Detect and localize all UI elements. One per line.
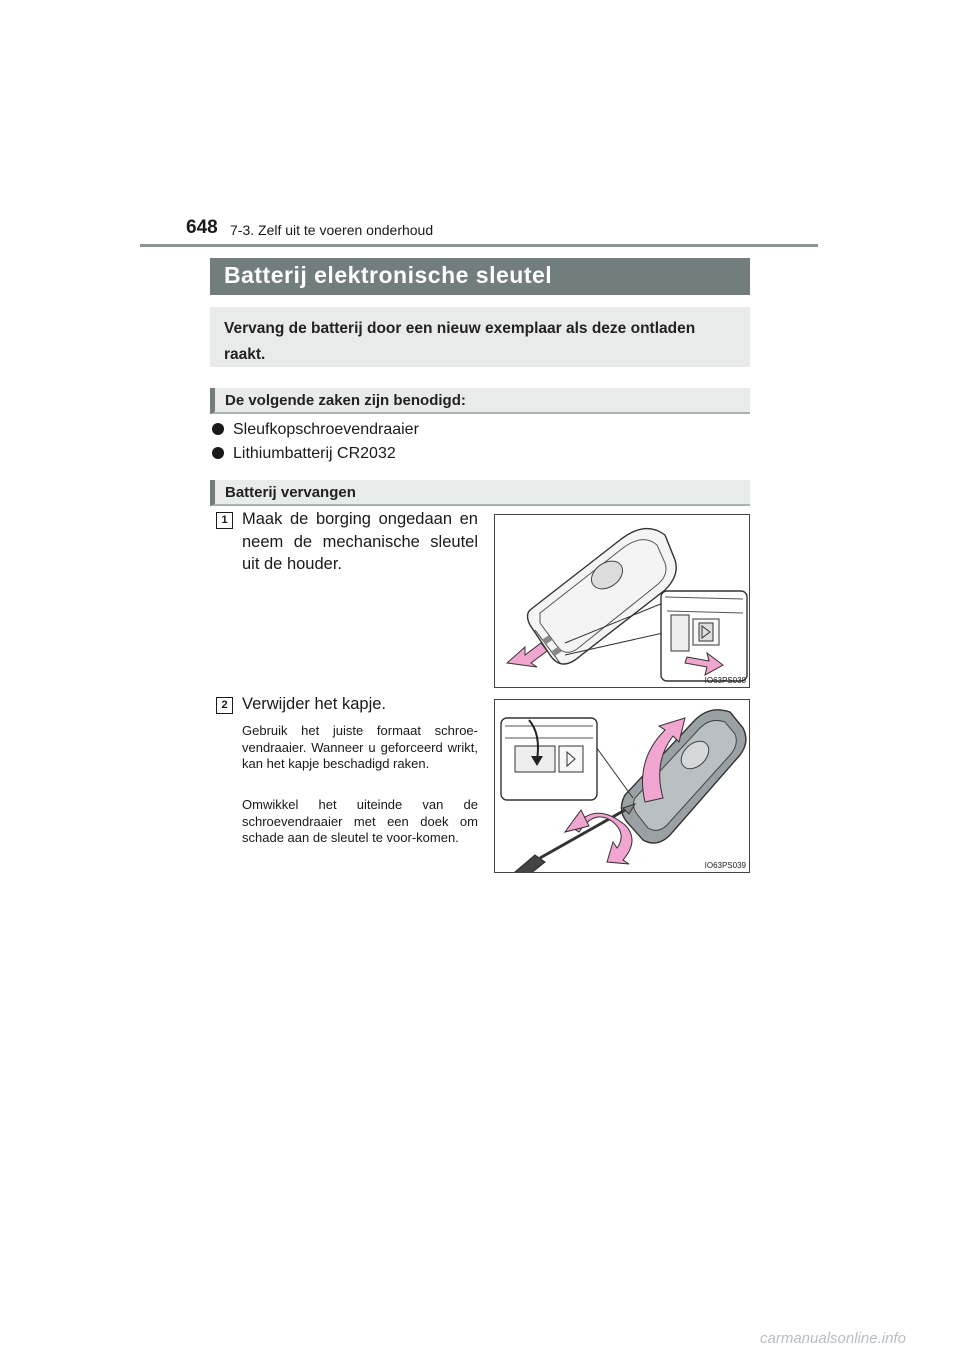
figure-code: IO63PS038 — [704, 676, 746, 685]
page-title-bar — [210, 258, 750, 295]
key-fob-cover-illustration — [495, 700, 750, 873]
figure-code: IO63PS039 — [704, 861, 746, 870]
required-items-heading-text: De volgende zaken zijn benodigd: — [225, 392, 466, 409]
list-item-text: Sleufkopschroevendraaier — [233, 421, 419, 438]
battery-replace-heading — [210, 480, 750, 506]
page-number: 648 — [186, 217, 218, 238]
step-2-text: Verwijder het kapje. — [242, 695, 386, 713]
watermark: carmanualsonline.info — [760, 1330, 906, 1347]
step-1-text: Maak de borging ongedaan en neem de mechanische sleutel uit de houder. — [242, 510, 478, 573]
step-number-2: 2 — [216, 697, 233, 714]
step-number-1: 1 — [216, 512, 233, 529]
bullet-icon — [212, 423, 224, 435]
step-2-note-1: Gebruik het juiste formaat schroe-vendraaier. Wanneer u geforceerd wrikt, kan het kapje beschadigd raken. — [242, 723, 478, 771]
list-item — [212, 445, 396, 463]
step-2-note-2: Omwikkel het uiteinde van de schroevendraaier met een doek om schade aan de sleutel te voor-komen. — [242, 797, 478, 845]
intro-text: Vervang de batterij door een nieuw exemplaar als deze ontladen raakt. — [224, 320, 696, 363]
required-items-heading — [210, 388, 750, 414]
section-label: 7-3. Zelf uit te voeren onderhoud — [230, 222, 434, 238]
list-item-text: Lithiumbatterij CR2032 — [233, 445, 396, 462]
intro-box — [210, 307, 750, 367]
bullet-icon — [212, 447, 224, 459]
figure-step-1 — [494, 514, 750, 688]
figure-step-2 — [494, 699, 750, 873]
list-item — [212, 421, 419, 439]
battery-replace-heading-text: Batterij vervangen — [225, 484, 356, 501]
header-divider — [140, 244, 818, 247]
page-title: Batterij elektronische sleutel — [224, 262, 553, 288]
key-fob-illustration — [495, 515, 750, 688]
